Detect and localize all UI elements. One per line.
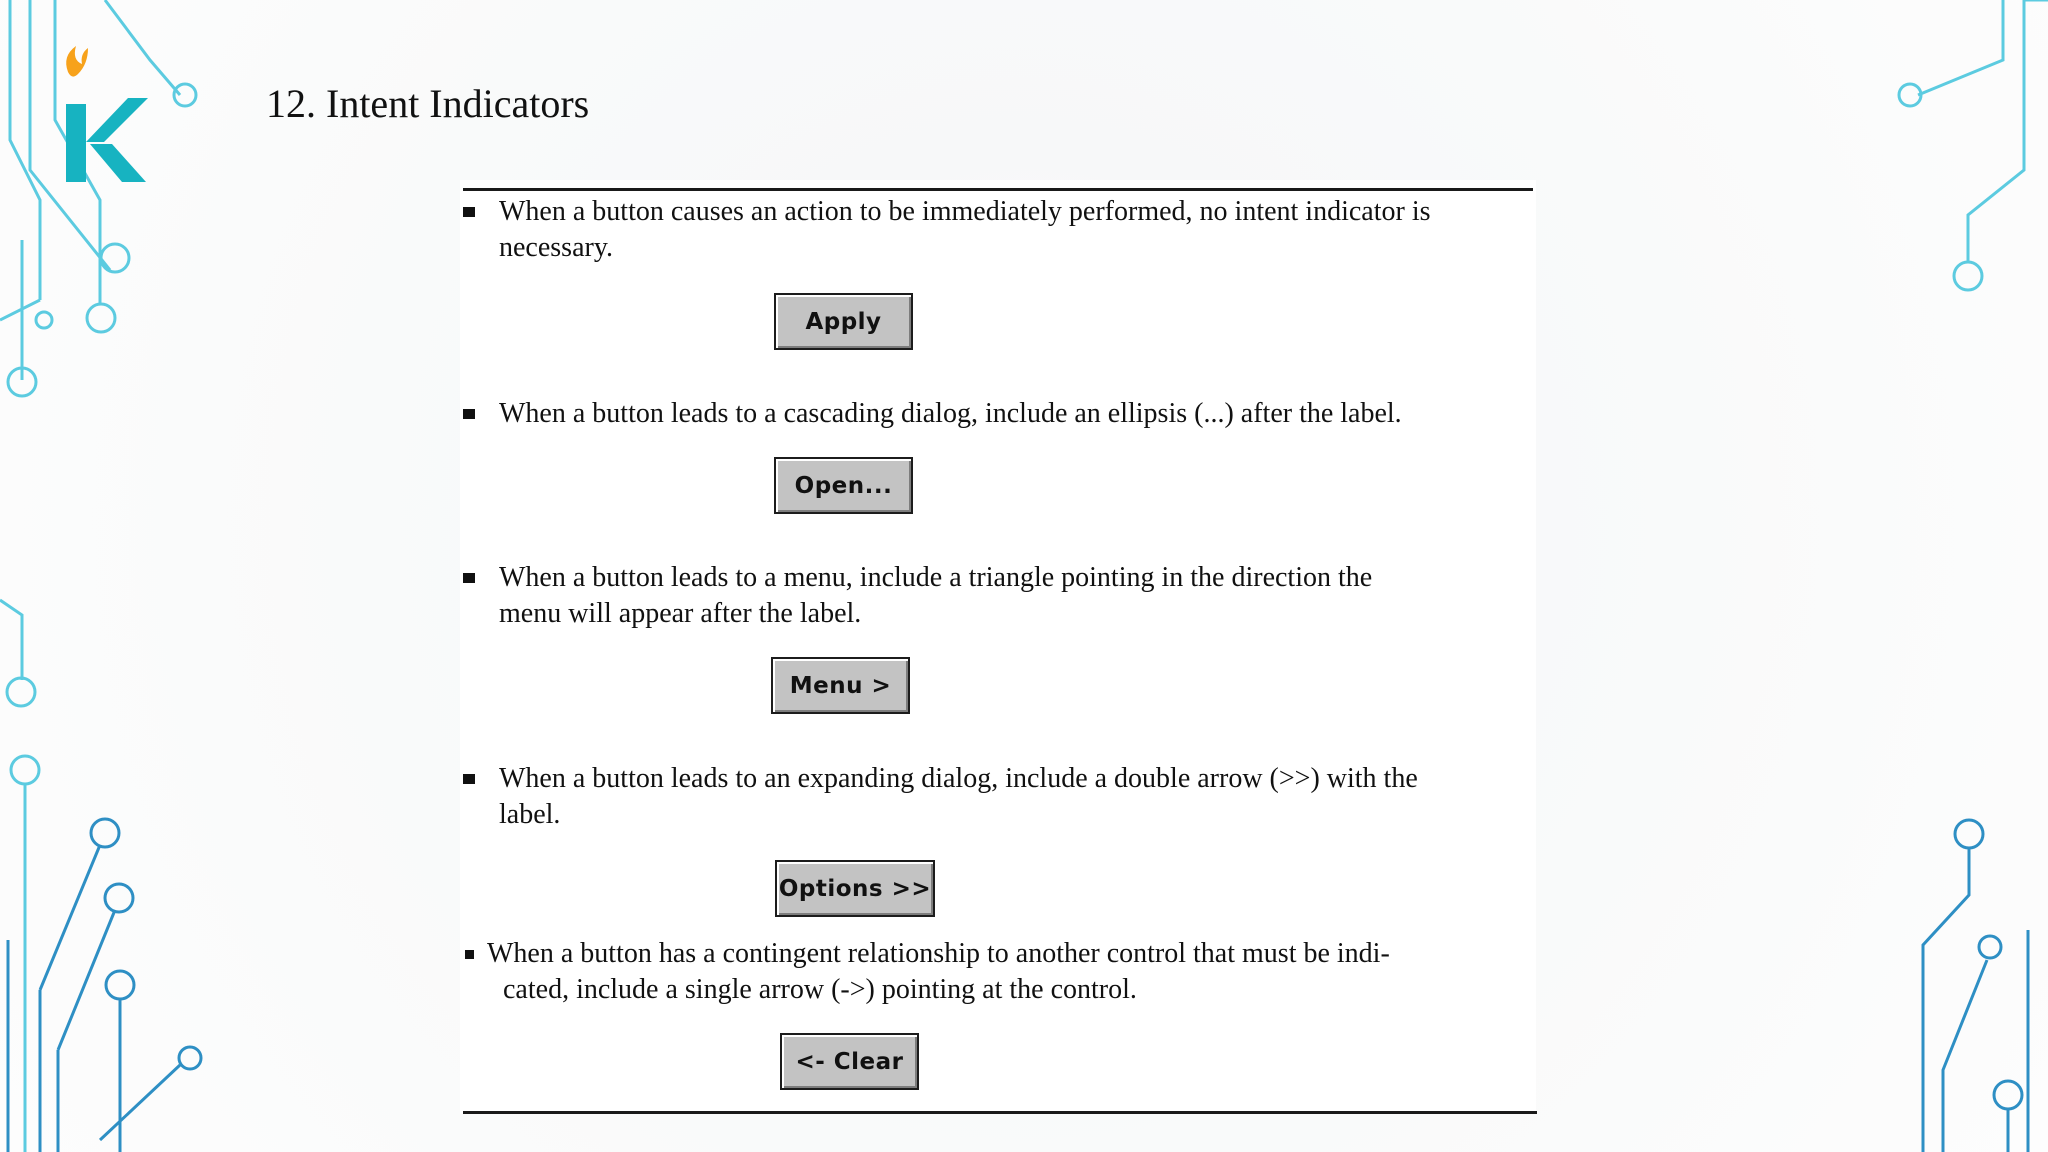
apply-button[interactable]: Apply [774, 293, 913, 350]
bullet-text: When a button leads to a cascading dialog, include an ellipsis (...) after the label. [499, 398, 1402, 429]
k-logo [52, 42, 152, 192]
menu-button[interactable]: Menu > [771, 657, 910, 714]
bullet-square-icon [463, 409, 475, 419]
open-button[interactable]: Open... [774, 457, 913, 514]
bullet-text-line-1: When a button has a contingent relationship to another control that must be indi- [487, 938, 1390, 969]
slide-title: 12. Intent Indicators [266, 81, 590, 126]
top-divider [463, 188, 1533, 191]
bullet-square-icon [463, 573, 475, 583]
bullet-square-icon [463, 774, 475, 784]
circuit-decoration-right [1848, 0, 2048, 1152]
content-panel [460, 180, 1536, 1114]
bullet-text-line-2: cated, include a single arrow (->) pointing at the control. [503, 974, 1137, 1005]
bullet-square-icon [463, 207, 475, 217]
bullet-square-icon [465, 950, 474, 959]
bullet-text [487, 936, 1537, 1008]
bullet-text: When a button causes an action to be immediately performed, no intent indicator is necessary. [499, 196, 1431, 263]
clear-button[interactable]: <- Clear [780, 1033, 919, 1090]
bullet-text: When a button leads to a menu, include a triangle pointing in the direction the menu will appear after the label. [499, 562, 1373, 629]
options-button[interactable]: Options >> [775, 860, 935, 917]
bottom-divider [463, 1111, 1537, 1114]
bullet-text: When a button leads to an expanding dialog, include a double arrow (>>) with the label. [499, 763, 1418, 830]
